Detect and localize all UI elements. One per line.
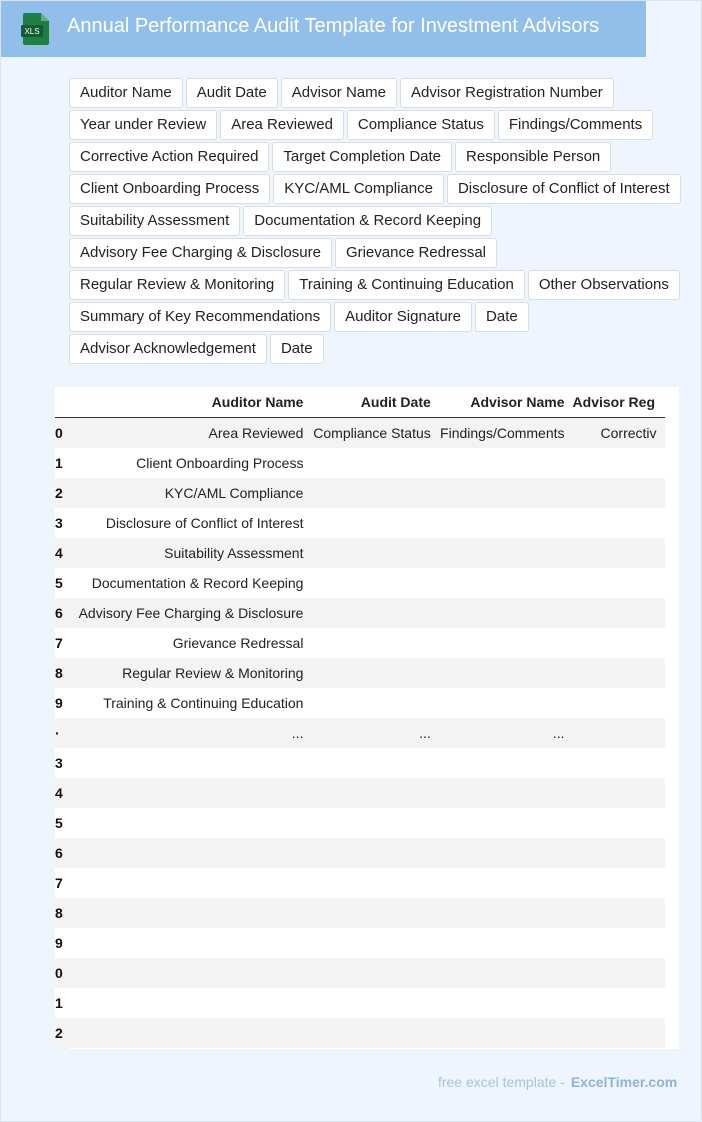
- table-cell[interactable]: [569, 868, 665, 898]
- table-row: [55, 418, 665, 449]
- table-cell[interactable]: [435, 778, 569, 808]
- table-cell[interactable]: [307, 988, 434, 1018]
- table-cell[interactable]: Client Onboarding Process: [68, 448, 307, 478]
- table-cell[interactable]: [68, 868, 307, 898]
- table-row: [55, 898, 665, 928]
- table-cell[interactable]: Compliance Status: [307, 418, 434, 449]
- row-index: 5: [55, 568, 68, 598]
- field-tag: Grievance Redressal: [335, 238, 497, 268]
- row-index: 2: [55, 1018, 68, 1048]
- footer-credit: [438, 1074, 677, 1090]
- table-row: [55, 868, 665, 898]
- table-cell[interactable]: [435, 868, 569, 898]
- table-header-cell: Advisor Reg: [569, 387, 665, 418]
- table-cell[interactable]: ...: [307, 718, 434, 748]
- field-tag: Date: [475, 302, 529, 332]
- table-cell[interactable]: Documentation & Record Keeping: [68, 568, 307, 598]
- table-cell[interactable]: [569, 478, 665, 508]
- table-cell[interactable]: [569, 838, 665, 868]
- table-row: [55, 658, 665, 688]
- field-tag: Advisor Name: [281, 78, 397, 108]
- row-index: 6: [55, 598, 68, 628]
- table-header-cell: Audit Date: [307, 387, 434, 418]
- table-cell[interactable]: [307, 748, 434, 778]
- row-index: 9: [55, 688, 68, 718]
- table-row: [55, 988, 665, 1018]
- row-index: 7: [55, 628, 68, 658]
- table-cell[interactable]: [68, 988, 307, 1018]
- svg-text:XLS: XLS: [24, 27, 40, 36]
- table-cell[interactable]: [435, 838, 569, 868]
- field-tag: Client Onboarding Process: [69, 174, 270, 204]
- row-index: 0: [55, 958, 68, 988]
- table-cell[interactable]: [569, 658, 665, 688]
- table-cell[interactable]: [435, 448, 569, 478]
- table-cell[interactable]: [307, 628, 434, 658]
- table-cell[interactable]: [307, 928, 434, 958]
- field-tag: Advisor Acknowledgement: [69, 334, 267, 364]
- field-tag: Summary of Key Recommendations: [69, 302, 331, 332]
- field-tag: Training & Continuing Education: [288, 270, 525, 300]
- table-cell[interactable]: [68, 1018, 307, 1048]
- table-cell[interactable]: [569, 748, 665, 778]
- header-bar: [1, 1, 646, 57]
- table-cell[interactable]: [307, 658, 434, 688]
- field-tag: Disclosure of Conflict of Interest: [447, 174, 681, 204]
- table-cell[interactable]: [435, 928, 569, 958]
- table-row: [55, 448, 665, 478]
- row-index: 1: [55, 988, 68, 1018]
- table-cell[interactable]: [435, 898, 569, 928]
- table-cell[interactable]: [307, 958, 434, 988]
- table-row: [55, 838, 665, 868]
- table-cell[interactable]: [569, 898, 665, 928]
- field-tag: Responsible Person: [455, 142, 611, 172]
- table-cell[interactable]: [569, 508, 665, 538]
- table-row: [55, 508, 665, 538]
- table-cell[interactable]: [435, 988, 569, 1018]
- row-index: 4: [55, 778, 68, 808]
- table-cell[interactable]: [435, 808, 569, 838]
- row-index: 8: [55, 658, 68, 688]
- row-index: 6: [55, 838, 68, 868]
- table-cell[interactable]: [68, 778, 307, 808]
- table-row: [55, 808, 665, 838]
- table-body: [55, 418, 665, 1049]
- table-row: [55, 748, 665, 778]
- page-title: Annual Performance Audit Template for Investment Advisors: [67, 15, 600, 37]
- row-index: 4: [55, 538, 68, 568]
- table-cell[interactable]: [569, 928, 665, 958]
- row-index: 2: [55, 478, 68, 508]
- footer-brand-link[interactable]: ExcelTimer.com: [570, 1074, 678, 1090]
- table-cell[interactable]: [569, 448, 665, 478]
- field-tag: Audit Date: [186, 78, 278, 108]
- row-index: 0: [55, 418, 68, 449]
- table-cell[interactable]: Training & Continuing Education: [68, 688, 307, 718]
- table-cell[interactable]: [435, 1018, 569, 1048]
- table-cell[interactable]: [569, 778, 665, 808]
- table-cell[interactable]: [569, 1018, 665, 1048]
- table-cell[interactable]: [569, 988, 665, 1018]
- table-cell[interactable]: Regular Review & Monitoring: [68, 658, 307, 688]
- field-tag: Compliance Status: [347, 110, 495, 140]
- table-row: [55, 538, 665, 568]
- field-tag: Date: [270, 334, 324, 364]
- table-cell[interactable]: [307, 568, 434, 598]
- table-cell[interactable]: [569, 958, 665, 988]
- row-index: 3: [55, 508, 68, 538]
- row-index: 5: [55, 808, 68, 838]
- field-tag: Target Completion Date: [272, 142, 452, 172]
- table-cell[interactable]: [307, 1018, 434, 1048]
- footer-text: free excel template -: [438, 1074, 565, 1090]
- table-row: [55, 568, 665, 598]
- data-table: [55, 387, 665, 1048]
- table-cell[interactable]: [68, 928, 307, 958]
- table-cell[interactable]: [569, 538, 665, 568]
- table-cell[interactable]: [307, 478, 434, 508]
- table-row: [55, 688, 665, 718]
- table-cell[interactable]: [307, 778, 434, 808]
- table-cell[interactable]: [68, 898, 307, 928]
- row-index: ·: [55, 718, 68, 748]
- table-header-cell: Auditor Name: [68, 387, 307, 418]
- table-row: [55, 778, 665, 808]
- field-tag: Corrective Action Required: [69, 142, 269, 172]
- table-cell[interactable]: ...: [68, 718, 307, 748]
- table-cell[interactable]: [307, 598, 434, 628]
- table-cell[interactable]: [569, 718, 665, 748]
- table-cell[interactable]: [569, 628, 665, 658]
- row-index: 1: [55, 448, 68, 478]
- table-cell[interactable]: KYC/AML Compliance: [68, 478, 307, 508]
- field-tag: Auditor Signature: [334, 302, 472, 332]
- table-cell[interactable]: [307, 808, 434, 838]
- table-header-cell: Advisor Name: [435, 387, 569, 418]
- table-row: [55, 628, 665, 658]
- table-cell[interactable]: [435, 958, 569, 988]
- field-tag: Area Reviewed: [220, 110, 344, 140]
- field-tag: Year under Review: [69, 110, 217, 140]
- field-tag: Other Observations: [528, 270, 680, 300]
- table-cell[interactable]: [68, 748, 307, 778]
- table-cell[interactable]: Correctiv: [569, 418, 665, 449]
- table-cell[interactable]: ...: [435, 718, 569, 748]
- table-header-index: [55, 387, 68, 418]
- table-cell[interactable]: [68, 838, 307, 868]
- table-cell[interactable]: [307, 538, 434, 568]
- table-cell[interactable]: Suitability Assessment: [68, 538, 307, 568]
- table-cell[interactable]: [569, 598, 665, 628]
- table-cell[interactable]: [435, 628, 569, 658]
- table-cell[interactable]: Findings/Comments: [435, 418, 569, 449]
- table-cell[interactable]: [569, 568, 665, 598]
- field-tag: Findings/Comments: [498, 110, 653, 140]
- table-cell[interactable]: [307, 688, 434, 718]
- table-row: [55, 1018, 665, 1048]
- table-header-row: [55, 387, 665, 418]
- table-cell[interactable]: [435, 508, 569, 538]
- table-cell[interactable]: [307, 508, 434, 538]
- table-cell[interactable]: [68, 808, 307, 838]
- field-tag: Auditor Name: [69, 78, 183, 108]
- table-cell[interactable]: Grievance Redressal: [68, 628, 307, 658]
- table-cell[interactable]: [569, 688, 665, 718]
- field-tag: Advisor Registration Number: [400, 78, 614, 108]
- table-cell[interactable]: [307, 868, 434, 898]
- table-cell[interactable]: [68, 958, 307, 988]
- table-cell[interactable]: [435, 478, 569, 508]
- table-row: [55, 478, 665, 508]
- table-cell[interactable]: Advisory Fee Charging & Disclosure: [68, 598, 307, 628]
- field-tag: Regular Review & Monitoring: [69, 270, 285, 300]
- table-row: [55, 718, 665, 748]
- data-table-container[interactable]: [55, 387, 679, 1049]
- table-cell[interactable]: [307, 448, 434, 478]
- table-cell[interactable]: [435, 538, 569, 568]
- field-tag: Suitability Assessment: [69, 206, 240, 236]
- field-tag: Advisory Fee Charging & Disclosure: [69, 238, 332, 268]
- table-cell[interactable]: [569, 808, 665, 838]
- table-row: [55, 598, 665, 628]
- table-cell[interactable]: [435, 598, 569, 628]
- table-cell[interactable]: [307, 898, 434, 928]
- xls-file-icon: [21, 13, 51, 45]
- table-cell[interactable]: [307, 838, 434, 868]
- field-tag: Documentation & Record Keeping: [243, 206, 492, 236]
- table-cell[interactable]: Area Reviewed: [68, 418, 307, 449]
- table-cell[interactable]: [435, 658, 569, 688]
- table-row: [55, 958, 665, 988]
- field-tag-list: [69, 78, 689, 366]
- table-cell[interactable]: [435, 688, 569, 718]
- row-index: 9: [55, 928, 68, 958]
- table-cell[interactable]: [435, 568, 569, 598]
- table-cell[interactable]: Disclosure of Conflict of Interest: [68, 508, 307, 538]
- row-index: 3: [55, 748, 68, 778]
- table-cell[interactable]: [435, 748, 569, 778]
- field-tag: KYC/AML Compliance: [273, 174, 444, 204]
- table-row: [55, 928, 665, 958]
- row-index: 7: [55, 868, 68, 898]
- row-index: 8: [55, 898, 68, 928]
